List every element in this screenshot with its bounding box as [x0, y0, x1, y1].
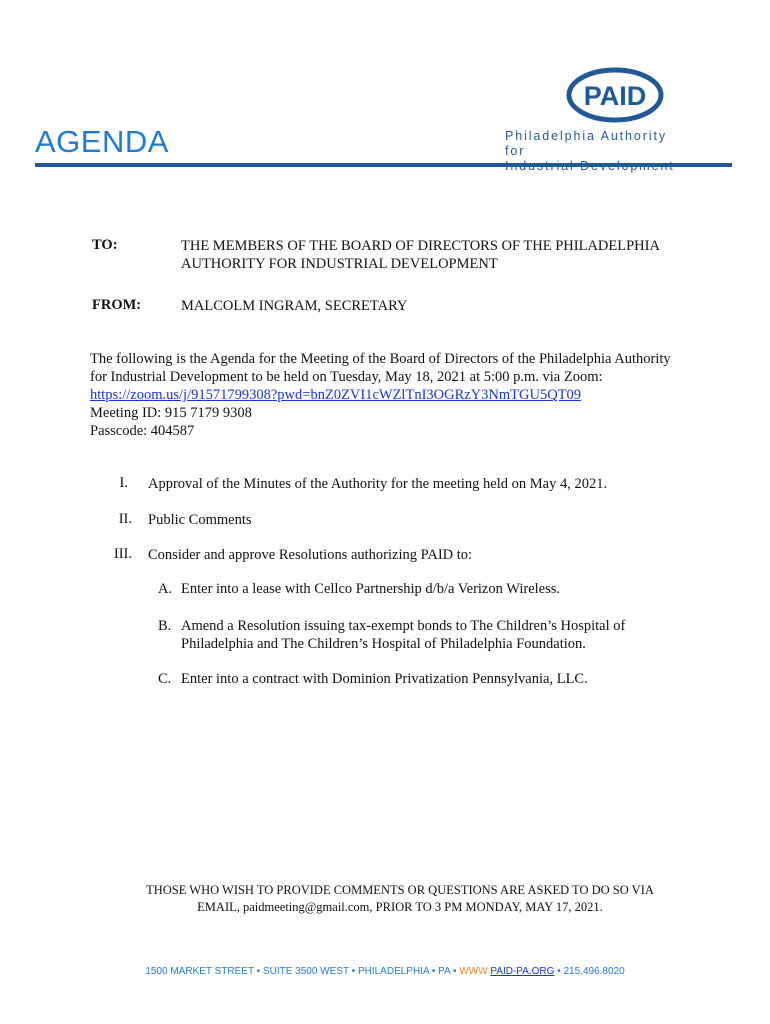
agenda-item: Public Comments — [148, 512, 252, 528]
sub-item — [181, 580, 681, 598]
logo-text: PAID — [583, 81, 647, 111]
meeting-id: Meeting ID: 915 7179 9308 — [90, 405, 252, 421]
header-divider — [35, 163, 732, 167]
notice-line2: EMAIL, paidmeeting@gmail.com, PRIOR TO 3 PM MONDAY, MAY 17, 2021. — [197, 900, 603, 914]
zoom-link[interactable]: https://zoom.us/j/91571799308?pwd=bnZ0ZVI1cWZlTnI3OGRzY3NmTGU5QT09 — [90, 387, 582, 403]
agenda-item: Approval of the Minutes of the Authority for the meeting held on May 4, 2021. — [148, 476, 608, 492]
passcode: Passcode: 404587 — [90, 423, 195, 439]
sub-item — [181, 670, 681, 688]
comments-notice — [90, 882, 710, 916]
footer-www: WWW — [459, 966, 491, 977]
notice-line1: THOSE WHO WISH TO PROVIDE COMMENTS OR QUESTIONS ARE ASKED TO DO SO VIA — [146, 883, 654, 897]
paid-logo — [566, 66, 664, 124]
sub-item-letter: C. — [158, 671, 172, 687]
intro-line2: for Industrial Development to be held on Tuesday, May 18, 2021 at 5:00 p.m. via Zoom: — [90, 369, 603, 385]
sub-item — [181, 617, 681, 653]
to-line1: THE MEMBERS OF THE BOARD OF DIRECTORS OF THE PHILADELPHIA — [181, 238, 660, 254]
agenda-item: Consider and approve Resolutions authorizing PAID to: — [148, 547, 473, 563]
org-name-line1: Philadelphia Authority for — [505, 129, 668, 158]
sub-item-line: Philadelphia and The Children’s Hospital of Philadelphia Foundation. — [181, 636, 586, 652]
item-number: II. — [118, 511, 132, 527]
sub-item-line: Enter into a lease with Cellco Partnership d/b/a Verizon Wireless. — [181, 581, 561, 597]
to-recipients — [181, 237, 701, 273]
footer-website-link[interactable]: PAID-PA.ORG — [490, 966, 555, 977]
from-sender: MALCOLM INGRAM, SECRETARY — [181, 298, 408, 314]
item-number: III. — [113, 546, 132, 562]
organization-name — [505, 129, 685, 174]
paid-logo-graphic — [566, 66, 664, 124]
footer-phone: • 215.496.8020 — [554, 966, 625, 977]
footer-street: 1500 MARKET STREET • SUITE 3500 WEST • PHILADELPHIA • PA • — [145, 966, 460, 977]
item-number: I. — [119, 475, 128, 491]
to-line2: AUTHORITY FOR INDUSTRIAL DEVELOPMENT — [181, 256, 498, 272]
sub-item-letter: B. — [158, 618, 172, 634]
intro-paragraph — [90, 350, 725, 440]
page-title: AGENDA — [35, 124, 169, 159]
to-label: TO: — [92, 237, 118, 253]
from-label: FROM: — [92, 297, 142, 313]
sub-item-letter: A. — [158, 581, 173, 597]
sub-item-line: Enter into a contract with Dominion Privatization Pennsylvania, LLC. — [181, 671, 588, 687]
sub-item-line: Amend a Resolution issuing tax-exempt bonds to The Children’s Hospital of — [181, 618, 626, 634]
intro-line1: The following is the Agenda for the Meeting of the Board of Directors of the Philadelphia Authority — [90, 351, 671, 367]
footer-address — [0, 966, 770, 977]
